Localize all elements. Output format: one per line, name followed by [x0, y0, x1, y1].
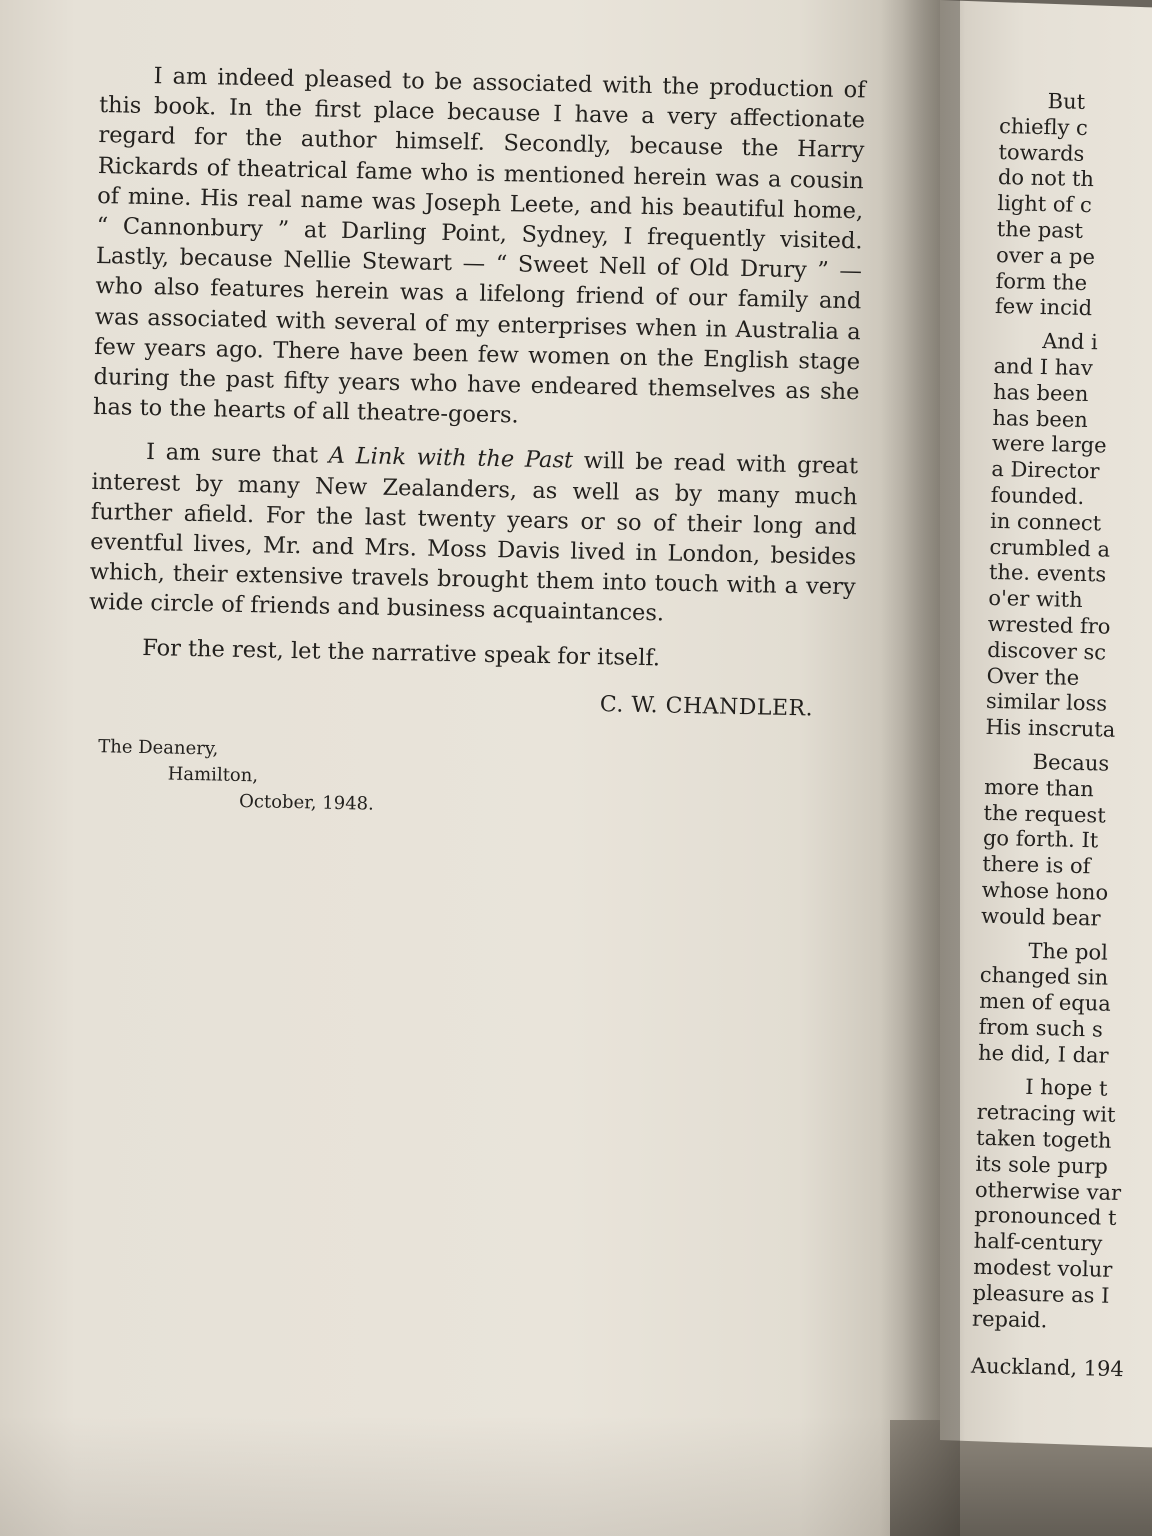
right-page-line: its sole purp	[975, 1151, 1109, 1179]
right-page-line: from such s	[978, 1014, 1104, 1042]
address-block	[85, 734, 852, 827]
right-page-line: I hope t	[1025, 1075, 1108, 1102]
address-date: October, 1948.	[238, 791, 375, 815]
right-page-line: modest volur	[972, 1254, 1113, 1282]
right-page-line: the request	[983, 800, 1106, 828]
right-page-line: more than	[983, 774, 1095, 802]
right-page-line: has been	[992, 405, 1089, 432]
right-page-line: discover sc	[986, 637, 1107, 665]
right-page-line: retracing wit	[976, 1100, 1116, 1128]
foreword-paragraph-1: I am indeed pleased to be associated with the production of this book. In the first place because I have a very affectionate regard for the author himself. Secondly, because the Harry Rickards of theatrical fame who is mentioned herein was a cousin of mine. His real name was Joseph Leete, and his beautiful home, “ Cannonbury ” at Darling Point, Sydney, I frequently visited. Lastly, because Nellie Stewart — “ Sweet Nell of Old Drury ” — who also features herein was a lifelong friend of our family and was associated with several of my enterprises when in Australia a few years ago. There have been few women on the English stage during the past fifty years who have endeared themselves as she has to the hearts of all theatre-goers.	[92, 63, 866, 429]
right-page-line: go forth. It	[982, 826, 1099, 853]
right-page-line: a Director	[991, 457, 1100, 484]
right-page-line: he did, I dar	[977, 1040, 1109, 1068]
foreword-paragraph-2	[89, 436, 858, 633]
right-page-line: and I hav	[993, 353, 1093, 381]
paragraph-2-start: I am sure that	[145, 439, 329, 470]
right-page-line: towards	[998, 139, 1085, 166]
right-page-line: Becaus	[1032, 749, 1110, 776]
right-page-text	[971, 88, 1152, 1384]
right-page-line: And i	[1041, 329, 1099, 355]
right-page-line: would bear	[980, 903, 1101, 931]
right-page-line: wrested fro	[987, 611, 1111, 639]
right-page-line: over a pe	[995, 242, 1096, 269]
book-title: A Link with the Past	[328, 443, 574, 475]
right-page-line: similar loss	[985, 689, 1108, 716]
right-page-line: changed sin	[979, 963, 1109, 990]
right-page-line: pronounced t	[974, 1203, 1117, 1231]
right-page-line: repaid.	[971, 1306, 1048, 1333]
right-page-line: founded.	[990, 482, 1085, 509]
paragraph-2-end: will be read with great interest by many New Zealanders, as well as by many much further afield. For the last twenty years or so of their long and eventful lives, Mr. and Mrs. Moss Davis lived in London, besides which, their extensive travels brought them into touch with a very wide circle of friends and business acquaintances.	[88, 448, 859, 627]
right-page-line: The pol	[1028, 938, 1109, 965]
right-page-line: do not th	[997, 165, 1095, 192]
right-page-line: o'er with	[988, 586, 1083, 613]
right-page-line: crumbled a	[989, 534, 1111, 562]
book-gutter	[880, 0, 960, 1536]
right-page-line: form the	[995, 268, 1088, 295]
right-page-line: taken togeth	[975, 1125, 1112, 1153]
right-page-line: whose hono	[981, 877, 1109, 905]
right-page-line: there is of	[982, 851, 1091, 879]
right-page-line: the. events	[988, 560, 1107, 587]
right-page-line: light of c	[997, 191, 1093, 218]
right-page-line: Over the	[986, 663, 1080, 690]
right-page-line: few incid	[994, 294, 1093, 321]
right-page-line: But	[1047, 89, 1086, 114]
foreword-paragraph-3: For the rest, let the narrative speak for itself.	[141, 634, 661, 672]
right-page-line: has been	[992, 379, 1089, 406]
address-line-1: The Deanery,	[98, 736, 219, 760]
right-page-line: otherwise var	[974, 1177, 1122, 1205]
right-page-line: were large	[991, 431, 1107, 458]
right-page-line: chiefly c	[998, 113, 1089, 140]
right-page-line: men of equa	[979, 988, 1112, 1016]
foreword-text	[85, 60, 866, 827]
author-signature: C. W. CHANDLER.	[599, 692, 814, 722]
right-page-line: pleasure as I	[972, 1280, 1110, 1308]
right-page-line: in connect	[989, 508, 1102, 536]
right-page-line: His inscruta	[985, 714, 1116, 742]
right-page-line: half-century	[973, 1228, 1103, 1256]
right-page-line: the past	[996, 216, 1084, 243]
address-line-2: Hamilton,	[167, 763, 259, 787]
right-page-signoff: Auckland, 194	[970, 1354, 1125, 1382]
